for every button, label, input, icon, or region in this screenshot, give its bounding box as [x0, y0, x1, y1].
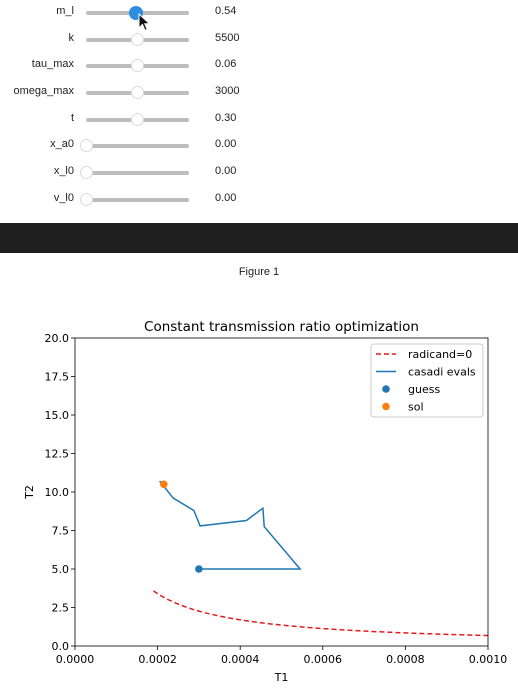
- slider-value: 5500: [215, 32, 240, 44]
- x-tick-label: 0.0010: [468, 653, 508, 666]
- slider-v-l0[interactable]: [0, 187, 518, 213]
- plot-area: [154, 481, 489, 636]
- toolbar-divider: [0, 223, 518, 253]
- slider-handle[interactable]: [131, 59, 144, 72]
- legend-swatch-marker: [382, 403, 390, 411]
- slider-m-l[interactable]: [0, 0, 518, 26]
- slider-value: 0.54: [215, 5, 237, 17]
- slider-t[interactable]: [0, 107, 518, 133]
- slider-handle[interactable]: [131, 113, 144, 126]
- point-guess: [195, 565, 203, 573]
- slider-handle[interactable]: [131, 86, 144, 99]
- y-tick-label: 20.0: [44, 332, 69, 345]
- slider-value: 0.06: [215, 58, 237, 70]
- legend-swatch-marker: [382, 385, 390, 393]
- y-axis-label: T2: [23, 485, 36, 499]
- slider-value: 0.00: [215, 165, 237, 177]
- slider-value: 0.00: [215, 192, 237, 204]
- x-tick-label: 0.0008: [386, 653, 425, 666]
- slider-label: m_l: [56, 5, 74, 17]
- slider-track[interactable]: [86, 171, 189, 175]
- slider-omega-max[interactable]: [0, 80, 518, 106]
- slider-value: 0.00: [215, 138, 237, 150]
- y-tick-label: 15.0: [44, 409, 69, 422]
- chart-title: Constant transmission ratio optimization: [144, 319, 419, 335]
- slider-label: x_l0: [53, 165, 74, 177]
- x-tick-label: 0.0000: [55, 653, 95, 666]
- legend-label: sol: [408, 400, 424, 414]
- legend-label: radicand=0: [408, 348, 473, 361]
- slider-label: omega_max: [13, 85, 74, 97]
- y-tick-label: 0.0: [51, 640, 69, 653]
- slider-panel: [0, 0, 518, 222]
- slider-handle[interactable]: [80, 139, 93, 152]
- x-tick-label: 0.0002: [138, 653, 177, 666]
- x-tick-label: 0.0006: [303, 653, 343, 666]
- y-tick-label: 17.5: [44, 370, 69, 384]
- slider-label: k: [68, 32, 74, 44]
- x-tick-label: 0.0004: [220, 653, 260, 666]
- y-tick-label: 10.0: [44, 486, 69, 499]
- series-casadi-evals-line: [160, 481, 300, 569]
- legend-label: guess: [408, 383, 441, 396]
- slider-label: v_l0: [53, 192, 74, 204]
- y-tick-label: 12.5: [44, 447, 69, 461]
- slider-tau-max[interactable]: [0, 53, 518, 79]
- slider-label: t: [70, 112, 74, 124]
- figure-title: Figure 1: [238, 266, 280, 278]
- y-tick-label: 7.5: [51, 524, 69, 538]
- slider-label: tau_max: [31, 58, 74, 70]
- slider-handle[interactable]: [80, 166, 93, 179]
- slider-track[interactable]: [86, 144, 189, 148]
- series-radicand-zero-line: [154, 591, 489, 636]
- y-tick-label: 2.5: [51, 601, 69, 615]
- slider-value: 0.30: [215, 112, 237, 124]
- point-sol: [160, 481, 168, 489]
- slider-label: x_a0: [50, 138, 74, 150]
- mouse-cursor-icon: [138, 13, 152, 33]
- chart: [0, 300, 518, 692]
- slider-k[interactable]: [0, 27, 518, 53]
- slider-track[interactable]: [86, 198, 189, 202]
- slider-handle[interactable]: [131, 33, 144, 46]
- y-tick-label: 5.0: [51, 563, 69, 576]
- slider-handle[interactable]: [80, 193, 93, 206]
- legend-label: casadi evals: [408, 365, 476, 379]
- slider-x-a0[interactable]: [0, 133, 518, 159]
- slider-x-l0[interactable]: [0, 160, 518, 186]
- x-axis-label: T1: [274, 671, 289, 684]
- slider-value: 3000: [215, 85, 240, 97]
